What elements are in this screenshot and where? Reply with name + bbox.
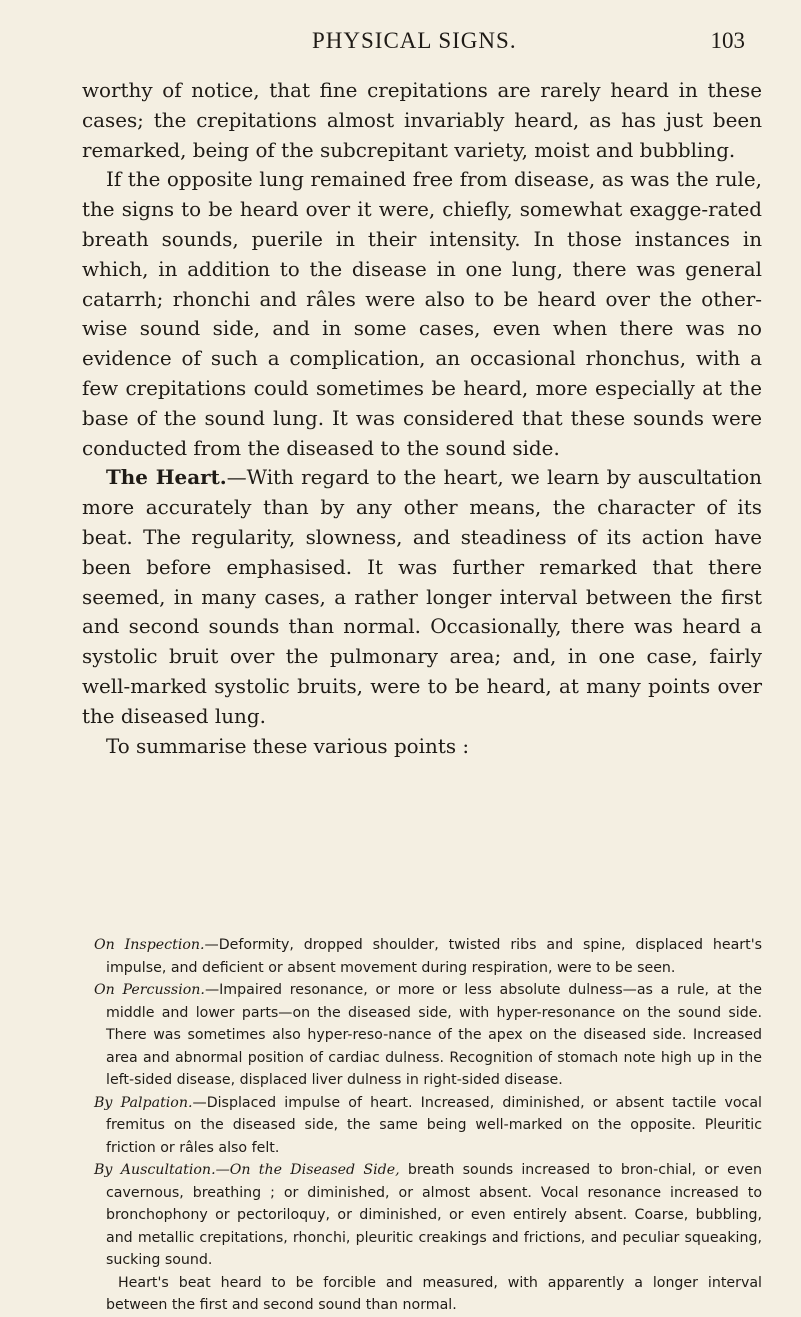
palpation-label: By Palpation. — [94, 1094, 193, 1111]
heart-heading: The Heart. — [106, 465, 227, 490]
inspection-label: On Inspection. — [94, 937, 205, 953]
auscultation-text: breath sounds increased to bron-chial, or even cavernous, breathing ; or diminished, or almost absent. Vocal resonance increased to bronchophony or pectoriloquy, or diminished, or even entirely absent. Coarse, bubbling, and metallic crepitations, rhonchi, pleuritic creakings and frictions, and peculiar squeaking, sucking sound. — [106, 1162, 762, 1268]
running-head — [0, 22, 801, 62]
summary-palpation — [82, 1092, 762, 1160]
page-number: 103 — [710, 28, 745, 53]
summary-section — [82, 934, 762, 1317]
summary-percussion — [82, 979, 762, 1092]
percussion-label: On Percussion. — [94, 982, 205, 998]
summary-heart-beat: Heart's beat heard to be forcible and measured, with apparently a longer interval between the first and second sound than normal. — [106, 1274, 762, 1313]
body-text — [82, 76, 762, 761]
summary-inspection — [82, 934, 762, 979]
paragraph-heart — [82, 463, 762, 731]
heart-text: —With regard to the heart, we learn by auscultation more accurately than by any other means, the character of its beat. The regularity, slowness, and steadiness of its action have been before emphasised. It was further remarked that there seemed, in many cases, a rather longer interval between the first and second sounds than normal. Occasionally, there was heard a systolic bruit over the pulmonary area; and, in one case, fairly well-marked systolic bruits, were to be heard, at many points over the diseased lung. — [82, 466, 762, 728]
summary-auscultation — [82, 1159, 762, 1272]
paragraph-summarise: To summarise these various points : — [106, 734, 470, 758]
paragraph-continuation: worthy of notice, that fine crepitations are rarely heard in these cases; the crepitations almost invariably heard, as has just been remarked, being of the subcrepitant variety, moist and bubbling. — [82, 79, 762, 162]
inspection-text: —Deformity, dropped shoulder, twisted ribs and spine, displaced heart's impulse, and deficient or absent movement during respiration, were to be seen. — [106, 937, 762, 976]
percussion-text: —Impaired resonance, or more or less absolute dulness—as a rule, at the middle and lower parts—on the diseased side, with hyper-resonance on the sound side. There was sometimes also hyper-reso-nance of the apex on the diseased side. Increased area and abnormal position of cardiac dulness. Recognition of stomach note high up in the left-sided disease, displaced liver dulness in right-sided disease. — [106, 982, 762, 1088]
running-title: PHYSICAL SIGNS. — [312, 28, 517, 53]
palpation-text: —Displaced impulse of heart. Increased, diminished, or absent tactile vocal fremitus on the diseased side, the same being well-marked on the opposite. Pleuritic friction or râles also felt. — [106, 1094, 762, 1156]
paragraph-opposite-lung: If the opposite lung remained free from disease, as was the rule, the signs to be heard over it were, chiefly, somewhat exagge-rated breath sounds, puerile in their intensity. In those instances in which, in addition to the disease in one lung, there was general catarrh; rhonchi and râles were also to be heard over the other-wise sound side, and in some cases, even when there was no evidence of such a complication, an occasional rhonchus, with a few crepitations could sometimes be heard, more especially at the base of the sound lung. It was considered that these sounds were conducted from the diseased to the sound side. — [82, 168, 762, 460]
auscultation-label: By Auscultation.—On the Diseased Side, — [94, 1162, 400, 1178]
